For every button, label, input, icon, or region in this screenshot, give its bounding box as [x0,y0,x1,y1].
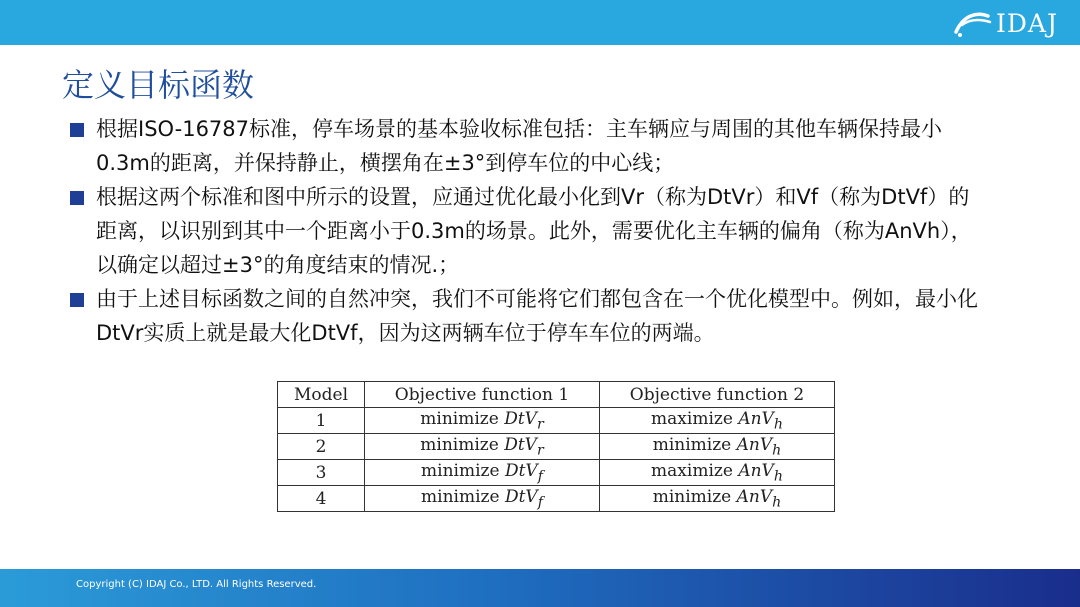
header-bar [0,0,1080,45]
objective-2-cell [600,460,835,486]
logo-text: IDAJ [996,8,1058,38]
objective-verb: minimize [652,486,732,507]
table-row [278,408,835,434]
company-logo [952,6,1058,40]
objective-variable: AnV [736,434,773,455]
footer-bar [0,569,1080,607]
square-bullet-icon [70,293,84,307]
objective-1-cell [365,460,600,486]
column-header-objective-1: Objective function 1 [365,382,600,408]
swoosh-logo-icon [952,8,992,38]
objective-table-container [277,381,835,512]
objective-variable: AnV [738,408,774,429]
objective-2-cell [600,408,835,434]
objective-verb: maximize [651,460,733,481]
bullet-item [68,180,988,282]
bullet-text: 由于上述目标函数之间的自然冲突，我们不可能将它们都包含在一个优化模型中。例如，最小化DtVr实质上就是最大化DtVf，因为这两辆车位于停车车位的两端。 [96,287,978,345]
objective-1-cell [365,408,600,434]
objective-1-cell [365,434,600,460]
table-header-row [278,382,835,408]
table-row [278,434,835,460]
objective-variable: AnV [738,460,774,481]
objective-variable: AnV [736,486,773,507]
bullet-item [68,112,988,180]
column-header-model: Model [278,382,365,408]
objective-subscript: r [536,442,544,459]
objective-variable: DtV [504,460,538,481]
objective-variable: DtV [504,434,537,455]
model-cell: 4 [278,486,365,512]
objective-subscript: h [772,442,782,459]
copyright-text: Copyright (C) IDAJ Co., LTD. All Rights Reserved. [76,579,317,590]
objective-verb: minimize [421,460,500,481]
objective-verb: minimize [420,408,499,429]
objective-subscript: r [536,416,544,433]
objective-table [277,381,835,512]
slide-title: 定义目标函数 [62,66,255,104]
objective-verb: minimize [652,434,732,455]
objective-subscript: f [537,494,543,511]
column-header-objective-2: Objective function 2 [600,382,835,408]
objective-subscript: h [773,468,783,485]
objective-2-cell [600,486,835,512]
square-bullet-icon [70,123,84,137]
objective-subscript: h [772,494,782,511]
objective-verb: minimize [420,434,499,455]
model-cell: 2 [278,434,365,460]
bullet-list [68,112,988,350]
table-row [278,460,835,486]
bullet-item [68,282,988,350]
objective-verb: minimize [421,486,500,507]
table-row [278,486,835,512]
model-cell: 1 [278,408,365,434]
bullet-text: 根据ISO-16787标准，停车场景的基本验收标准包括：主车辆应与周围的其他车辆保持最小0.3m的距离，并保持静止，横摆角在±3°到停车位的中心线； [96,117,943,175]
objective-variable: DtV [504,408,537,429]
bullet-text: 根据这两个标准和图中所示的设置，应通过优化最小化到Vr（称为DtVr）和Vf（称为DtVf）的距离，以识别到其中一个距离小于0.3m的场景。此外，需要优化主车辆的偏角（称为AnVh），以确定以超过±3°的角度结束的情况.； [96,185,972,277]
model-cell: 3 [278,460,365,486]
objective-2-cell [600,434,835,460]
objective-variable: DtV [504,486,538,507]
objective-1-cell [365,486,600,512]
objective-verb: maximize [651,408,733,429]
square-bullet-icon [70,191,84,205]
objective-subscript: f [537,468,543,485]
objective-subscript: h [773,416,783,433]
